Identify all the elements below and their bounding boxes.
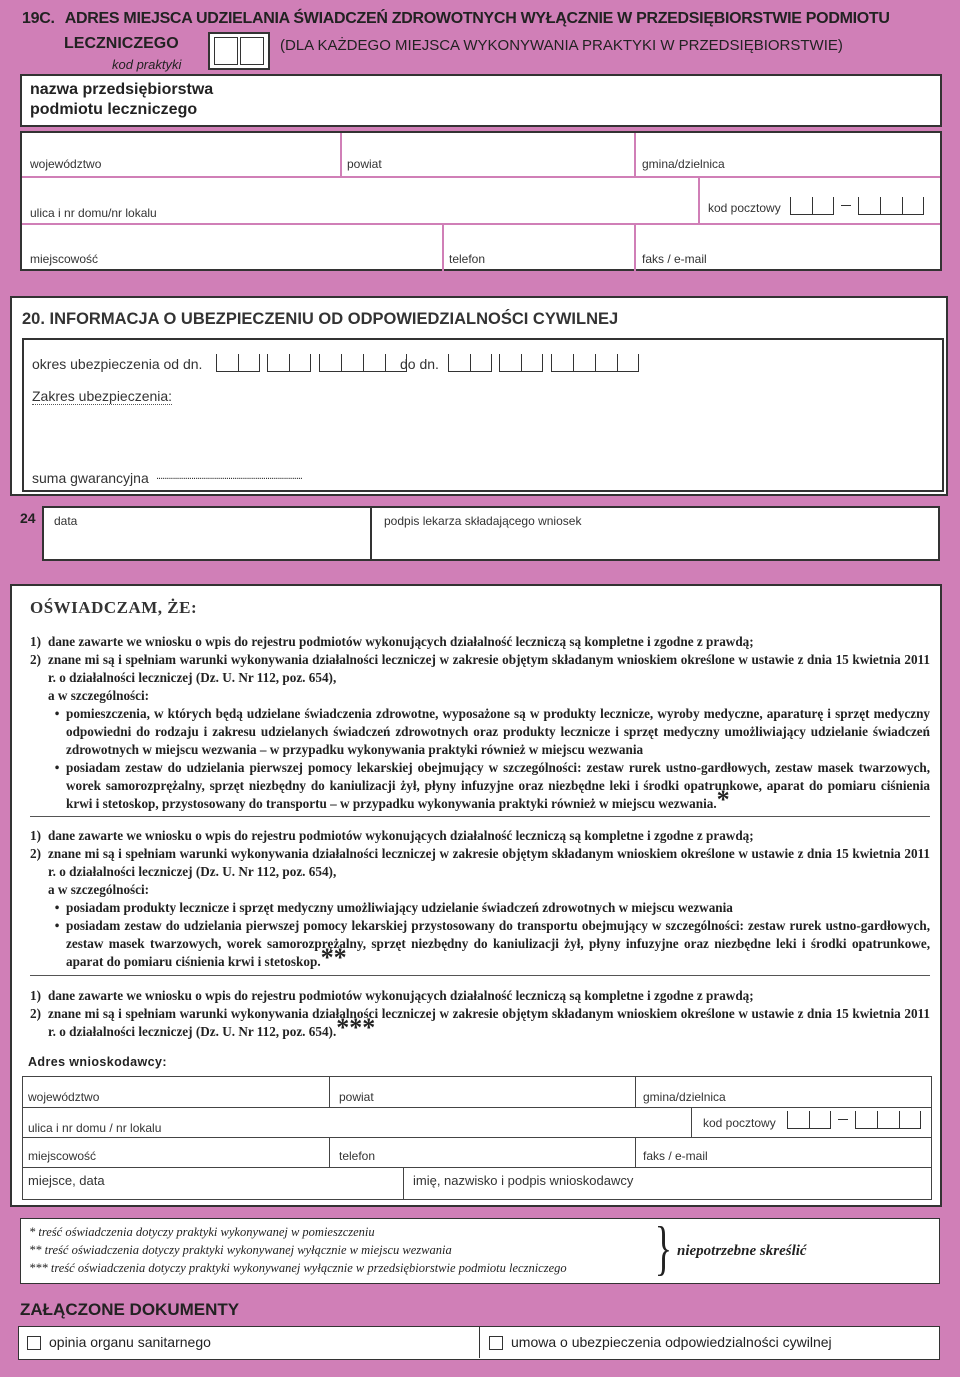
data-field[interactable] <box>44 508 364 559</box>
section-title-line2a: LECZNICZEGO <box>64 35 179 52</box>
section-20-inner <box>22 338 944 492</box>
section-20-title: 20. INFORMACJA O UBEZPIECZENIU OD ODPOWIEDZIALNOŚCI CYWILNEJ <box>22 310 619 328</box>
adres-gmina-label: gmina/dzielnica <box>643 1090 726 1104</box>
wnioskodawca-podpis-label: imię, nazwisko i podpis wnioskodawcy <box>413 1173 634 1188</box>
divider-b <box>30 975 930 976</box>
adres-faks-label: faks / e-mail <box>643 1149 708 1163</box>
zalaczone-box <box>18 1326 940 1360</box>
section-number: 19C. <box>22 10 55 27</box>
zakres-label: Zakres ubezpieczenia: <box>32 388 173 404</box>
a-wszczegolnosci: a w szczególności: <box>48 688 150 703</box>
adres-wojewodztwo-label: województwo <box>28 1090 100 1104</box>
adres-telefon-label: telefon <box>339 1149 376 1163</box>
footnote-2: ** treść oświadczenia dotyczy praktyki wykonywanej wyłącznie w miejscu wezwania <box>29 1243 452 1257</box>
nazwa-label-2: podmiotu leczniczego <box>30 101 198 118</box>
divider-a <box>30 816 930 817</box>
nazwa-label-1: nazwa przedsiębiorstwa <box>30 81 214 98</box>
oswiadczam-title: OŚWIADCZAM, ŻE: <box>30 598 198 617</box>
do-dn-date-boxes[interactable] <box>448 354 642 372</box>
adres-kod-pocztowy-label: kod pocztowy <box>703 1116 776 1130</box>
kod-pocztowy-boxes[interactable] <box>790 197 927 215</box>
adres-ulica-label: ulica i nr domu / nr lokalu <box>28 1121 162 1135</box>
c-star: *** <box>336 1013 376 1042</box>
a-star: * <box>716 785 730 814</box>
zakres-field[interactable] <box>32 408 932 468</box>
section-title-line2b: (DLA KAŻDEGO MIEJSCA WYKONYWANIA PRAKTYKI W PRZEDSIĘBIORSTWIE) <box>280 37 843 54</box>
zalaczone-title: ZAŁĄCZONE DOKUMENTY <box>20 1300 240 1319</box>
suma-label: suma gwarancyjna <box>32 470 149 486</box>
statement-block-b: 1) dane zawarte we wniosku o wpis do rejestru podmiotów wykonujących działalność leczniczą są kompletne i zgodne z prawdą; 2) znane mi są i spełniam warunki wykonywania działalności leczniczej w zakresie objętym składanym wnioskiem określone w ustawie z dnia 15 kwietnia 2011 r. o działalności leczniczej (Dz. U. Nr 112, poz. 654), a w szczególności: • posiadam produkty lecznicze i sprzęt medyczny umożliwiający udzielanie świadczeń zdrowotnych w miejscu wezwania • posiadam zestaw do udzielania pierwszej pomocy lekarskiej przystosowany do transportu obejmujący w szczególności: zestaw rurek ustno-gardłowych, zestaw masek twarzowych, worek samorozprężalny, sprzęt niezbędny do kaniulizacji żył, płyny infuzyjne oraz niezbędne leki i środki opatrunkowe, aparat do pomiaru ciśnienia krwi i stetoskop.** <box>30 827 930 971</box>
b-point-1: dane zawarte we wniosku o wpis do rejestru podmiotów wykonujących działalność leczniczą są kompletne i zgodne z prawdą; <box>48 828 754 843</box>
opinia-item[interactable] <box>27 1334 211 1350</box>
okres-od-date-boxes[interactable] <box>216 354 410 372</box>
miejscowosc-label: miejscowość <box>30 252 99 266</box>
okres-od-label: okres ubezpieczenia od dn. <box>32 356 203 372</box>
adres-powiat-label: powiat <box>339 1090 374 1104</box>
miejsce-data-label: miejsce, data <box>28 1173 105 1188</box>
podpis-lekarza-field[interactable] <box>372 508 938 559</box>
gmina-label: gmina/dzielnica <box>642 157 725 171</box>
footnote-3: *** treść oświadczenia dotyczy praktyki wykonywanej wyłącznie w przedsiębiorstwie podmiotu leczniczego <box>29 1261 567 1275</box>
umowa-label: umowa o ubezpieczenia odpowiedzialności cywilnej <box>511 1334 832 1350</box>
opinia-checkbox[interactable] <box>27 1336 41 1350</box>
section-20-panel <box>10 296 948 496</box>
a-bullet-2: • posiadam zestaw do udzielania pierwszej pomocy lekarskiej obejmujący w szczególności: zestaw rurek ustno-gardłowych, zestaw masek twarzowych, worek samorozprężalny, sprzęt niezbędny do kaniulizacji żył, płyny infuzyjne oraz niezbędne leki i środki opatrunkowe, aparat do pomiaru ciśnienia krwi i stetoskop, przystosowany do transportu – w przypadku wykonywania praktyki również w miejscu wezwania.* <box>30 759 930 813</box>
adres-grid <box>22 1076 932 1200</box>
section-24-box <box>42 506 940 561</box>
powiat-label: powiat <box>347 157 382 171</box>
b-wszczegolnosci: a w szczególności: <box>48 882 150 897</box>
a-point-1: dane zawarte we wniosku o wpis do rejestru podmiotów wykonujących działalność leczniczą są kompletne i zgodne z prawdą; <box>48 634 754 649</box>
nazwa-przedsiebiorstwa-field[interactable] <box>20 74 942 127</box>
podpis-lekarza-label: podpis lekarza składającego wniosek <box>384 514 582 528</box>
kod-pocztowy-label: kod pocztowy <box>708 201 781 215</box>
address-grid-19c <box>20 131 942 271</box>
adres-title: Adres wnioskodawcy: <box>28 1055 167 1069</box>
a-point-2: znane mi są i spełniam warunki wykonywania działalności leczniczej w zakresie objętym składanym wnioskiem określone w ustawie z dnia 15 kwietnia 2011 r. o działalności leczniczej (Dz. U. Nr 112, poz. 654), <box>48 652 930 685</box>
niepotrzebne-skreslic: niepotrzebne skreślić <box>677 1243 807 1259</box>
kod-praktyki-label: kod praktyki <box>112 57 182 72</box>
faks-label: faks / e-mail <box>642 252 707 266</box>
footnote-1: * treść oświadczenia dotyczy praktyki wykonywanej w pomieszczeniu <box>29 1225 375 1239</box>
do-dn-label: do dn. <box>400 356 439 372</box>
kod-praktyki-boxes[interactable] <box>208 32 270 70</box>
section-19c-header <box>22 10 952 28</box>
umowa-checkbox[interactable] <box>489 1336 503 1350</box>
b-bullet-1: • posiadam produkty lecznicze i sprzęt medyczny umożliwiający udzielanie świadczeń zdrowotnych w miejscu wezwania <box>30 899 930 917</box>
c-point-1: dane zawarte we wniosku o wpis do rejestru podmiotów wykonujących działalność leczniczą są kompletne i zgodne z prawdą; <box>48 988 754 1003</box>
telefon-label: telefon <box>449 252 486 266</box>
footnotes-box <box>20 1215 940 1284</box>
a-bullet-1: • pomieszczenia, w których będą udzielane świadczenia zdrowotne, wyposażone są w produkty lecznicze, wyroby medyczne, aparaturę i sprzęt medyczny odpowiedni do rodzaju i zakresu udzielanych świadczeń zdrowotnych oraz produkty lecznicze i sprzęt medyczny umożliwiający udzielanie świadczeń zdrowotnych w miejscu wezwania – w przypadku wykonywania praktyki również w miejscu wezwania <box>30 705 930 759</box>
c-point-2: znane mi są i spełniam warunki wykonywania działalności leczniczej w zakresie objętym składanym wnioskiem określone w ustawie z dnia 15 kwietnia 2011 r. o działalności leczniczej (Dz. U. Nr 112, poz. 654). <box>48 1006 930 1039</box>
umowa-item[interactable] <box>489 1334 832 1350</box>
statement-block-a: 1) dane zawarte we wniosku o wpis do rejestru podmiotów wykonujących działalność leczniczą są kompletne i zgodne z prawdą; 2) znane mi są i spełniam warunki wykonywania działalności leczniczej w zakresie objętym składanym wnioskiem określone w ustawie z dnia 15 kwietnia 2011 r. o działalności leczniczej (Dz. U. Nr 112, poz. 654), a w szczególności: • pomieszczenia, w których będą udzielane świadczenia zdrowotne, wyposażone są w produkty lecznicze, wyroby medyczne, aparaturę i sprzęt medyczny odpowiedni do rodzaju i zakresu udzielanych świadczeń zdrowotnych oraz produkty lecznicze i sprzęt medyczny umożliwiający udzielanie świadczeń zdrowotnych w miejscu wezwania – w przypadku wykonywania praktyki również w miejscu wezwania • posiadam zestaw do udzielania pierwszej pomocy lekarskiej obejmujący w szczególności: zestaw rurek ustno-gardłowych, zestaw masek twarzowych, worek samorozprężalny, sprzęt niezbędny do kaniulizacji żył, płyny infuzyjne oraz niezbędne leki i środki opatrunkowe, aparat do pomiaru ciśnienia krwi i stetoskop, przystosowany do transportu – w przypadku wykonywania praktyki również w miejscu wezwania.* <box>30 633 930 813</box>
opinia-label: opinia organu sanitarnego <box>49 1334 211 1350</box>
ulica-label: ulica i nr domu/nr lokalu <box>30 206 157 220</box>
wojewodztwo-label: województwo <box>30 157 102 171</box>
section-title-line1: ADRES MIEJSCA UDZIELANIA ŚWIADCZEŃ ZDROWOTNYCH WYŁĄCZNIE W PRZEDSIĘBIORSTWIE PODMIOTU <box>64 10 890 27</box>
adres-miejscowosc-label: miejscowość <box>28 1149 97 1163</box>
b-point-2: znane mi są i spełniam warunki wykonywania działalności leczniczej w zakresie objętym składanym wnioskiem określone w ustawie z dnia 15 kwietnia 2011 r. o działalności leczniczej (Dz. U. Nr 112, poz. 654), <box>48 846 930 879</box>
data-label: data <box>54 514 78 528</box>
b-star: ** <box>320 943 347 972</box>
section-24-number: 24 <box>20 510 36 526</box>
adres-kod-pocztowy-boxes[interactable] <box>787 1111 924 1129</box>
statement-block-c: 1) dane zawarte we wniosku o wpis do rejestru podmiotów wykonujących działalność leczniczą są kompletne i zgodne z prawdą; 2) znane mi są i spełniam warunki wykonywania działalności leczniczej w zakresie objętym składanym wnioskiem określone w ustawie z dnia 15 kwietnia 2011 r. o działalności leczniczej (Dz. U. Nr 112, poz. 654).*** <box>30 988 930 1042</box>
suma-dots[interactable]: ....................................................................... <box>156 470 302 482</box>
b-bullet-2: • posiadam zestaw do udzielania pierwszej pomocy lekarskiej przystosowany do transportu obejmujący w szczególności: zestaw rurek ustno-gardłowych, zestaw masek twarzowych, worek samorozprężalny, sprzęt niezbędny do kaniulizacji żył, płyny infuzyjne oraz niezbędne leki i środki opatrunkowe, aparat do pomiaru ciśnienia krwi i stetoskop.** <box>30 917 930 971</box>
footnotes-brace: } <box>654 1215 673 1281</box>
